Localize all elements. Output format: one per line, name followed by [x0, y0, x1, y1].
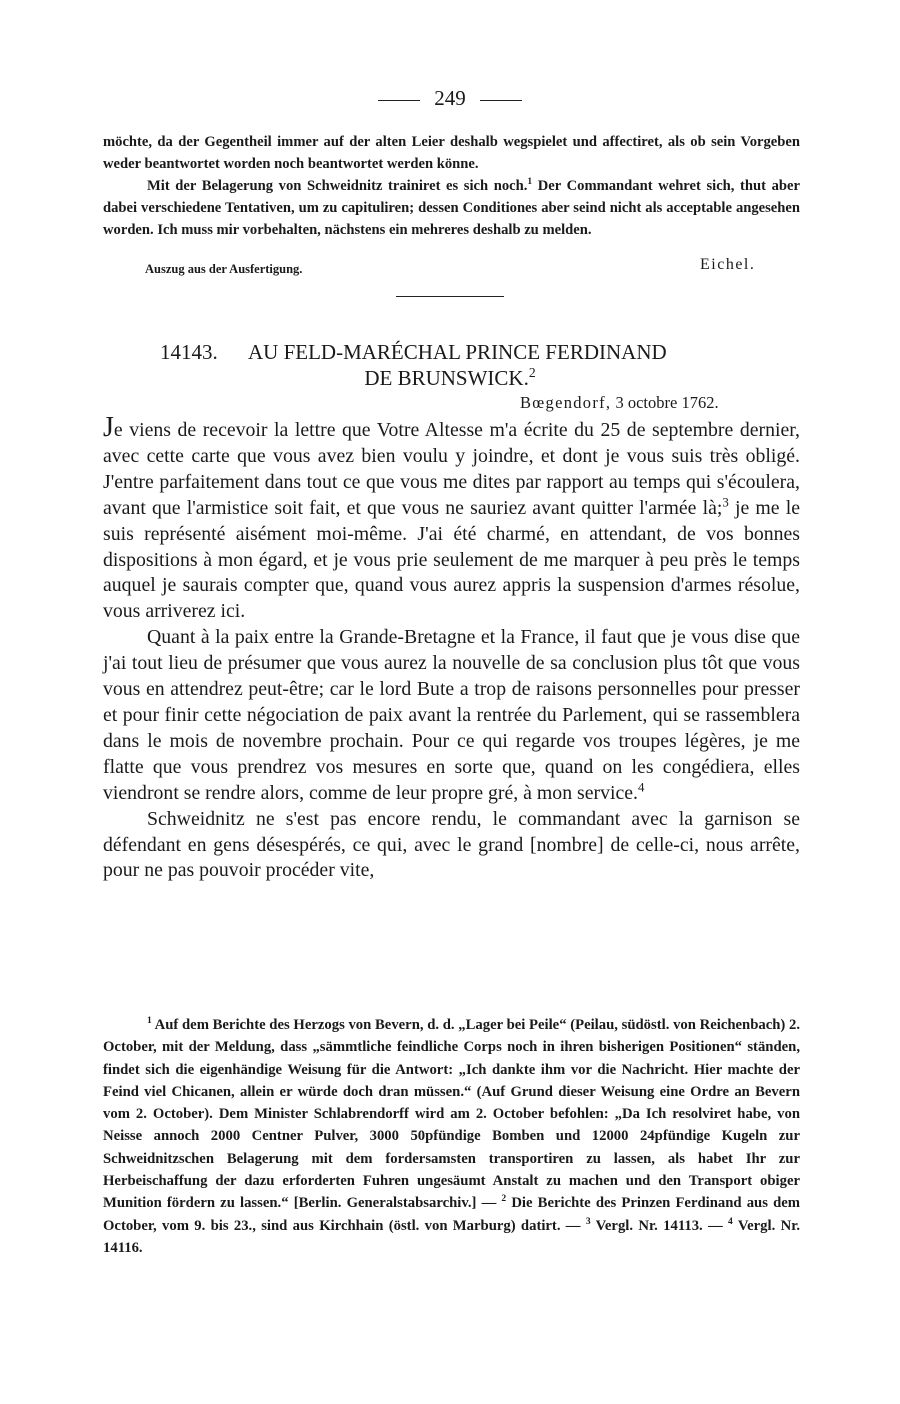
letter-body: [103, 412, 800, 884]
body-paragraph: Schweidnitz ne s'est pas encore rendu, le commandant avec la garnison se défendant en gens désespérés, ce qui, avec le grand [nombre] de celle-ci, nous arrête, pour ne pas pouvoir procéder vite,: [103, 807, 800, 882]
source-note: Auszug aus der Ausfertigung.: [145, 262, 303, 276]
footnote-ref: 3: [722, 495, 729, 510]
footnote-mark: 3: [585, 1215, 591, 1227]
footnotes: [103, 1014, 800, 1259]
footnote-mark: 2: [501, 1193, 507, 1205]
dateline: [520, 393, 719, 413]
footnote-ref: 2: [528, 365, 536, 380]
body-paragraph: Je viens de recevoir la lettre que Votre Altesse m'a écrite du 25 de septembre dernier, avec cette carte que vous avez bien voulu y joindre, et dont je vous suis très obligé. J'entre parfaitement dans tout ce que vous me dites par rapport au temps qui s'écoulera, avant que l'armistice soit fait, et que vous ne sauriez avant quitter l'armée là;$^3$ je me le suis représenté aisément moi-même. J'ai été charmé, en attendant, de vos bonnes dispositions à mon égard, et je vous prie seulement de me marquer à peu près le temps auquel je saurais compter que, quand vous aurez appris la suspension d'armes résolue, vous arriverez ici.: [103, 412, 800, 623]
page-number-text: 249: [434, 86, 466, 110]
initial-letter: J: [103, 412, 114, 443]
footnote-text: $^1$ Auf dem Berichte des Herzogs von Bevern, d. d. „Lager bei Peile“ (Peilau, südöstl. von Reichenbach) 2. October, mit der Meldung, dass „sämmtliche feindliche Corps noch in ihren bisherigen Positionen“ ständen, findet sich die eigenhändige Weisung für die Antwort: „Ich dankte ihm vor die Nachricht. Hier machte der Feind viel Chicanen, allein er würde doch dran müssen.“ (Auf Grund dieser Weisung eine Ordre an Bevern vom 2. October). Dem Minister Schlabrendorff wird am 2. October befohlen: „Da Ich resolviret habe, von Neisse annoch 2000 Centner Pulver, 3000 50pfündige Bomben und 12000 24pfündige Kugeln zur Schweidnitzschen Belagerung mit dem fordersamsten transportiren zu lassen, als habet Ihr zur Herbeischaffung der dazu erforderten Fuhren ungesäumt Anstalt zu machen und den Transport obiger Munition fördern zu lassen.“ [Berlin. Generalstabsarchiv.] — $^2$ Die Berichte des Prinzen Ferdinand aus dem October, vom 9. bis 23., sind aus Kirchhain (östl. von Marburg) datirt. — $^3$ Vergl. Nr. 14113. — $^4$ Vergl. Nr. 14116.: [103, 1015, 801, 1256]
previous-letter-paragraph: Mit der Belagerung von Schweidnitz trainiret es sich noch.$^1$ Der Commandant wehret sich, thut aber dabei verschiedene Tentativen, um zu capituliren; dessen Conditiones aber seind nicht als acceptable angesehen worden. Ich muss mir vorbehalten, nächstens ein mehreres deshalb zu melden.: [103, 177, 800, 238]
page-number-dash-left: [378, 100, 420, 101]
dateline-date: 3 octobre 1762.: [615, 393, 719, 412]
footnote-ref: 1: [527, 177, 533, 188]
page-number: [0, 86, 900, 111]
footnote-mark: 1: [147, 1015, 152, 1027]
page-number-dash-right: [480, 100, 522, 101]
letter-number: 14143.: [160, 340, 218, 364]
letter-title-line2: DE BRUNSWICK.$^2$: [364, 365, 536, 390]
body-paragraph: Quant à la paix entre la Grande-Bretagne et la France, il faut que je vous dise que j'ai tout lieu de présumer que vous aurez la nouvelle de sa conclusion plus tôt que vous vous en attendrez peut-être; car le lord Bute a trop de raisons personnelles pour presser et pour finir cette négociation de paix avant la rentrée du Parlement, qui se rassemblera dans le mois de novembre prochain. Pour ce qui regarde vos troupes légères, je me flatte que vous prendrez vos mesures en sorte que, quand on les congédiera, elles viendront se rendre alors, comme de leur propre gré, à mon service.$^4$: [103, 626, 800, 804]
previous-letter-tail: [103, 131, 800, 241]
footnote-ref: 4: [637, 780, 645, 795]
previous-letter-paragraph: möchte, da der Gegentheil immer auf der alten Leier deshalb wegspielet und affectiret, als ob sein Vorgeben weder beantwortet worden noch beantwortet werden könne.: [103, 134, 800, 172]
dateline-place: Bœgendorf,: [520, 393, 612, 412]
signature: Eichel.: [700, 256, 756, 273]
section-divider: [396, 296, 504, 297]
footnote-mark: 4: [728, 1215, 733, 1227]
letter-title-line1: AU FELD-MARÉCHAL PRINCE FERDINAND: [248, 340, 667, 364]
